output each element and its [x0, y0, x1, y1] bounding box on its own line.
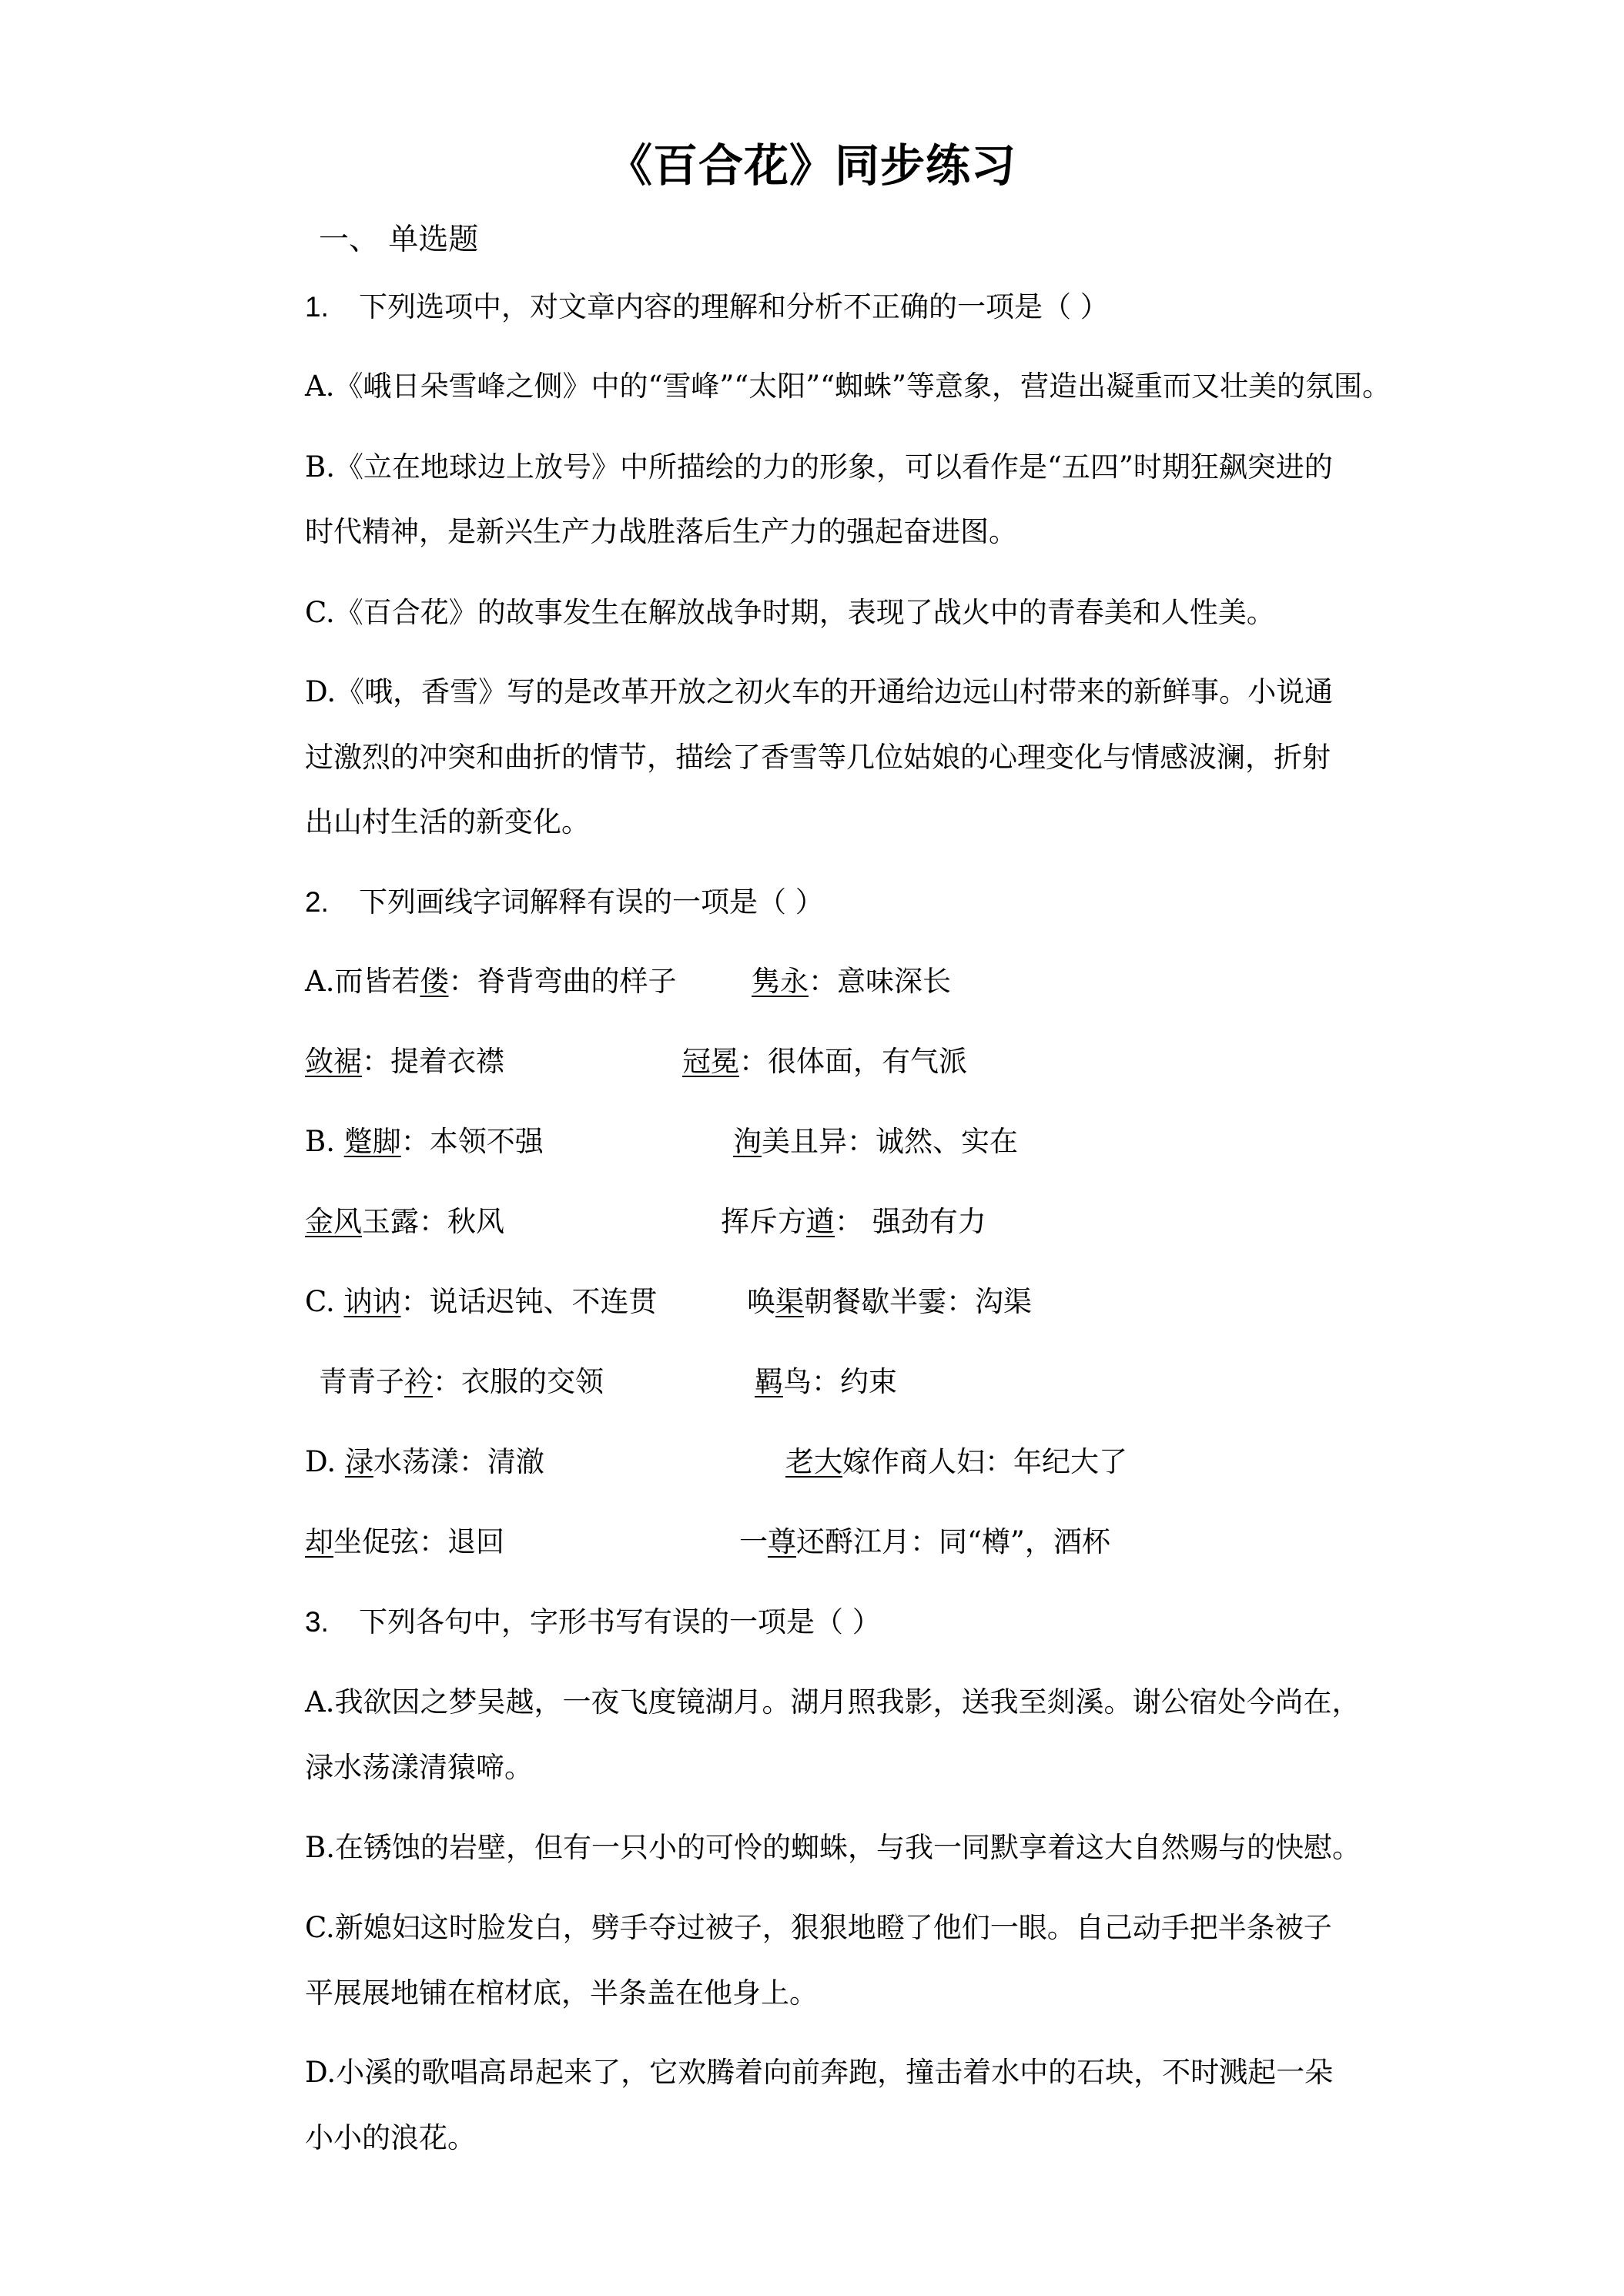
underlined-word: 老大: [785, 1445, 842, 1478]
underlined-word: 隽永: [752, 965, 809, 998]
q2-option-c-line2: 青青子衿：衣服的交领 羁鸟：约束: [319, 1365, 897, 1398]
question-number: 2.: [305, 886, 329, 918]
q2-option-b-line1: B. 蹩脚：本领不强 洵美且异：诚然、实在: [305, 1125, 1018, 1158]
q3-option-c-line1: C.新媳妇这时脸发白，劈手夺过被子，狠狠地瞪了他们一眼。自己动手把半条被子: [305, 1911, 1332, 1944]
underlined-word: 衿: [404, 1365, 433, 1398]
q3-option-a-line2: 渌水荡漾清猿啼。: [305, 1751, 533, 1784]
q3-option-a-line1: A.我欲因之梦吴越，一夜飞度镜湖月。湖月照我影，送我至剡溪。谢公宿处今尚在，: [305, 1685, 1361, 1719]
underlined-word: 蹩脚: [343, 1125, 401, 1158]
question-text: 下列选项中，对文章内容的理解和分析不正确的一项是（ ）: [359, 290, 1109, 323]
q1-option-b-line2: 时代精神，是新兴生产力战胜落后生产力的强起奋进图。: [305, 515, 1017, 548]
q3-option-b: B.在锈蚀的岩壁，但有一只小的可怜的蜘蛛，与我一同默享着这大自然赐与的快慰。: [305, 1831, 1361, 1864]
underlined-word: 洵: [733, 1125, 762, 1158]
question-3-stem: [305, 1605, 881, 1638]
underlined-word: 金风: [305, 1205, 362, 1238]
underlined-word: 冠冕: [682, 1045, 739, 1078]
q3-option-d-line2: 小小的浪花。: [305, 2121, 476, 2154]
question-2-stem: [305, 885, 824, 919]
underlined-word: 讷讷: [343, 1285, 401, 1318]
q1-option-a: A.《峨日朵雪峰之侧》中的“雪峰”“太阳”“蜘蛛”等意象，营造出凝重而又壮美的氛围。: [305, 370, 1391, 403]
q1-option-d-line3: 出山村生活的新变化。: [305, 805, 590, 838]
q1-option-c: C.《百合花》的故事发生在解放战争时期，表现了战火中的青春美和人性美。: [305, 596, 1275, 629]
q2-option-d-line2: 却坐促弦：退回 一尊还酹江月：同“樽”，酒杯: [305, 1525, 1110, 1558]
question-number: 3.: [305, 1606, 329, 1638]
underlined-word: 羁: [755, 1365, 783, 1398]
underlined-word: 尊: [768, 1525, 796, 1558]
q2-option-d-line1: D. 渌水荡漾：清澈 老大嫁作商人妇：年纪大了: [305, 1445, 1127, 1478]
underlined-word: 偻: [420, 965, 449, 998]
underlined-word: 渌: [344, 1445, 373, 1478]
underlined-word: 敛裾: [305, 1045, 362, 1078]
underlined-word: 却: [305, 1525, 333, 1558]
q3-option-c-line2: 平展展地铺在棺材底，半条盖在他身上。: [305, 1976, 818, 2010]
underlined-word: 渠: [775, 1285, 804, 1318]
q2-option-a-line2: 敛裾：提着衣襟 冠冕：很体面，有气派: [305, 1045, 967, 1078]
q2-option-b-line2: 金风玉露：秋风 挥斥方遒： 强劲有力: [305, 1205, 986, 1238]
q2-option-c-line1: C. 讷讷：说话迟钝、不连贯 唤渠朝餐歇半霎：沟渠: [305, 1285, 1032, 1318]
question-number: 1.: [305, 291, 329, 323]
q1-option-d-line1: D.《哦，香雪》写的是改革开放之初火车的开通给边远山村带来的新鲜事。小说通: [305, 675, 1334, 708]
page-title: 《百合花》同步练习: [607, 139, 1016, 192]
underlined-word: 遒: [806, 1205, 835, 1238]
q1-option-d-line2: 过激烈的冲突和曲折的情节，描绘了香雪等几位姑娘的心理变化与情感波澜，折射: [305, 741, 1331, 774]
question-text: 下列各句中，字形书写有误的一项是（ ）: [359, 1605, 881, 1638]
question-1-stem: [305, 290, 1109, 323]
question-text: 下列画线字词解释有误的一项是（ ）: [359, 885, 824, 919]
section-heading: 一、 单选题: [319, 223, 479, 257]
q3-option-d-line1: D.小溪的歌唱高昂起来了，它欢腾着向前奔跑，撞击着水中的石块，不时溅起一朵: [305, 2056, 1334, 2089]
q2-option-a-line1: A.而皆若偻：脊背弯曲的样子 隽永：意味深长: [305, 965, 951, 998]
q1-option-b-line1: B.《立在地球边上放号》中所描绘的力的形象，可以看作是“五四”时期狂飙突进的: [305, 450, 1333, 484]
